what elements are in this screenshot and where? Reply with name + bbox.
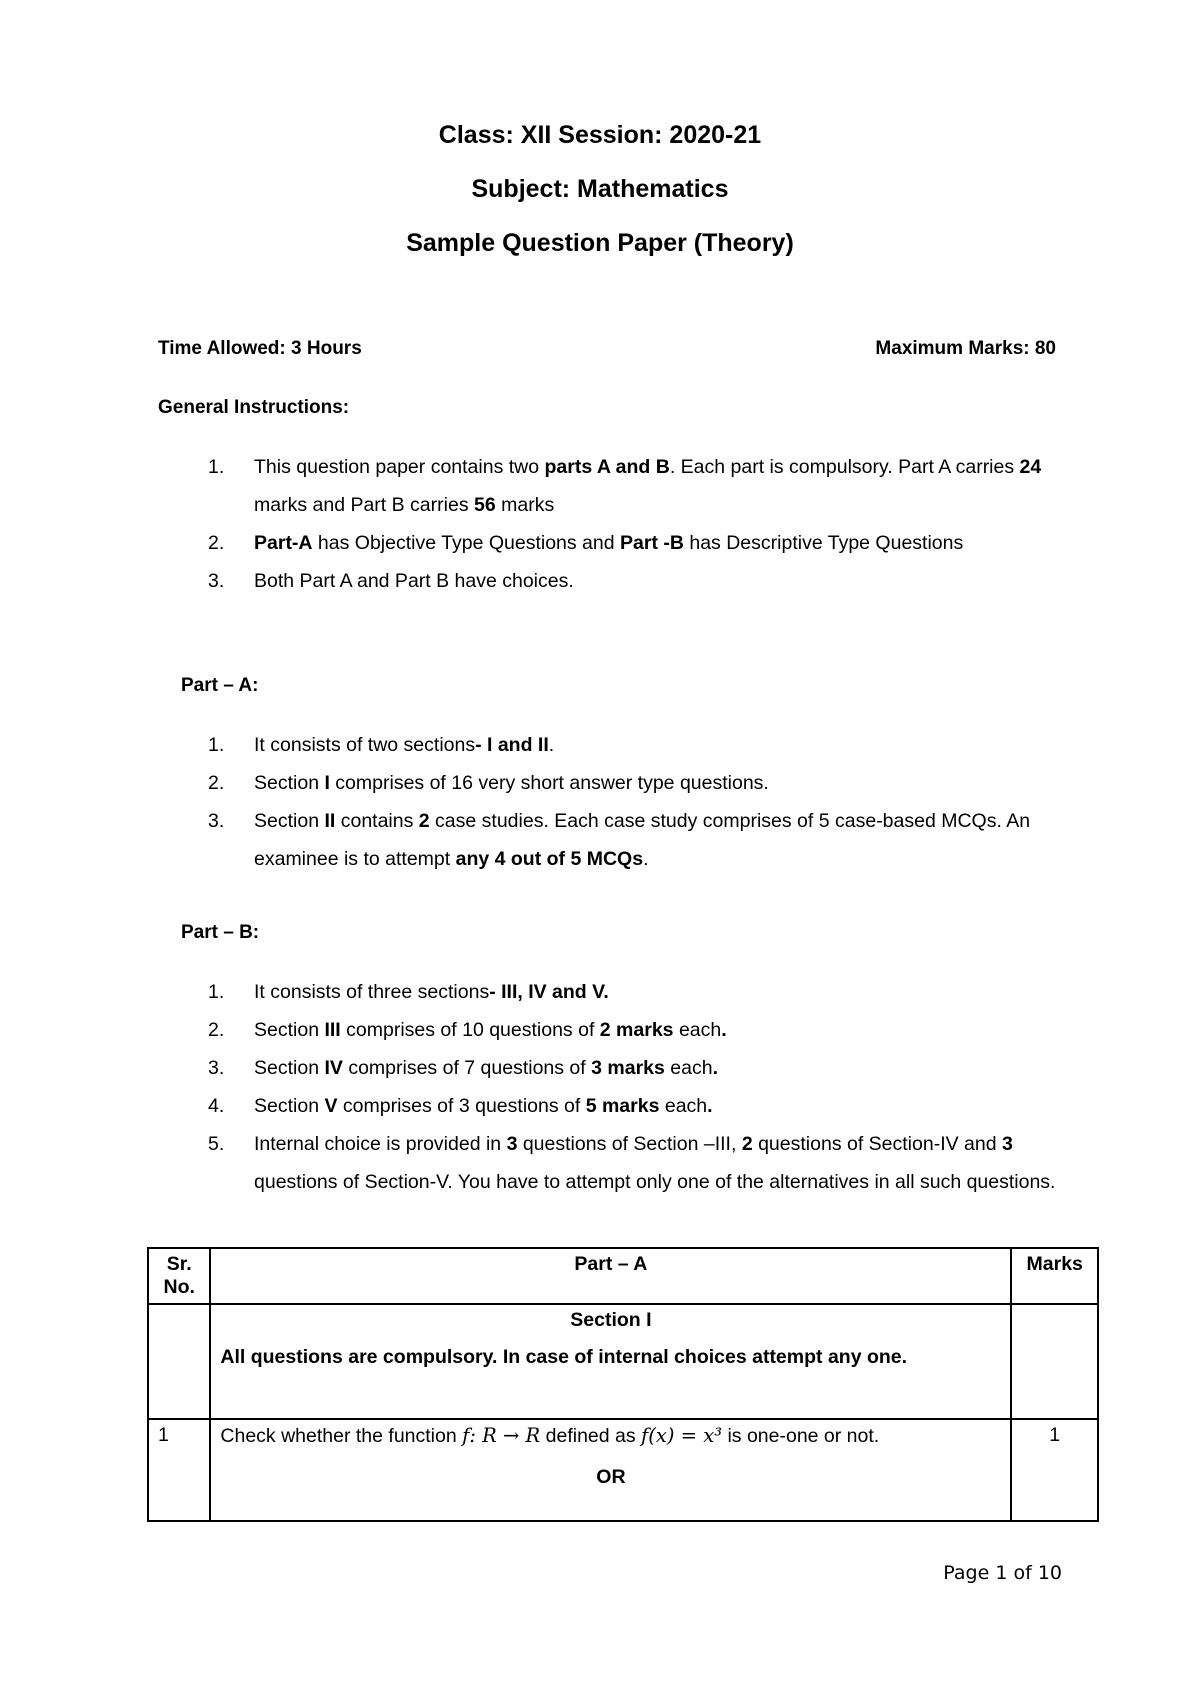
text-run: case studies. Each case study comprises of 5 case-based MCQs. An examinee is to attempt: [254, 810, 1031, 870]
text-run: has Objective Type Questions and: [312, 532, 621, 554]
text-run: .: [712, 1057, 718, 1079]
table-header-row: [148, 1248, 1098, 1304]
list-item-number: 1.: [208, 456, 225, 478]
header-marks: Marks: [1011, 1248, 1098, 1304]
list-item-number: 1.: [208, 981, 225, 1003]
list-item-number: 3.: [208, 1057, 225, 1079]
text-run: comprises of 7 questions of: [342, 1057, 592, 1079]
section-cell: [210, 1304, 1011, 1419]
q1-text-b: defined as: [540, 1425, 642, 1447]
questions-table: [147, 1247, 1099, 1522]
q1-text-a: Check whether the function: [220, 1425, 463, 1447]
list-item: [210, 764, 1060, 802]
section-marks-cell: [1011, 1304, 1098, 1419]
text-run: Part -B: [620, 532, 684, 554]
header-sr-no: Sr. No.: [148, 1248, 210, 1304]
text-run: each: [664, 1057, 713, 1079]
list-item: [210, 448, 1060, 524]
text-run: Both Part A and Part B have choices.: [254, 570, 574, 592]
q1-or: OR: [596, 1466, 626, 1488]
list-item-text: [254, 448, 1060, 524]
text-run: comprises of 16 very short answer type questions.: [329, 772, 769, 794]
q1-marks: 1: [1011, 1419, 1098, 1521]
time-allowed: Time Allowed: 3 Hours: [158, 338, 362, 359]
list-item-number: 2.: [208, 772, 225, 794]
text-run: 2: [418, 810, 430, 832]
text-run: any 4 out of 5 MCQs: [455, 848, 644, 870]
text-run: 5 marks: [585, 1095, 660, 1117]
meta-row: [158, 338, 1056, 360]
text-run: II: [324, 810, 336, 832]
text-run: marks and Part B carries: [254, 494, 474, 516]
text-run: V: [324, 1095, 338, 1117]
text-run: .: [707, 1095, 713, 1117]
text-run: Section: [254, 810, 325, 832]
part-a-list: [210, 726, 1060, 878]
text-run: contains: [335, 810, 419, 832]
section-note: All questions are compulsory. In case of internal choices attempt any one.: [220, 1346, 908, 1368]
page-number: Page 1 of 10: [943, 1562, 1062, 1584]
part-b-list: [210, 973, 1060, 1201]
text-run: Section: [254, 1019, 325, 1041]
list-item: [210, 1087, 1060, 1125]
text-run: .: [548, 734, 555, 756]
text-run: Part-A: [254, 532, 313, 554]
list-item: [210, 1011, 1060, 1049]
text-run: - III, IV and V.: [489, 981, 609, 1003]
text-run: 2: [741, 1133, 753, 1155]
q1-number: 1: [148, 1419, 210, 1521]
list-item-text: [254, 1087, 1060, 1125]
text-run: Section: [254, 1095, 325, 1117]
text-run: Section: [254, 1057, 325, 1079]
q1-text-cell: [210, 1419, 1011, 1521]
list-item-number: 5.: [208, 1133, 225, 1155]
text-run: comprises of 10 questions of: [340, 1019, 600, 1041]
text-run: .: [643, 848, 649, 870]
text-run: It consists of two sections: [254, 734, 476, 756]
q1-math-b: f(x) = x³: [641, 1424, 723, 1447]
q1-text: [220, 1424, 1001, 1448]
text-run: 3: [1002, 1133, 1013, 1155]
list-item-number: 4.: [208, 1095, 225, 1117]
list-item-number: 3.: [208, 570, 225, 592]
list-item-number: 2.: [208, 1019, 225, 1041]
text-run: marks: [495, 494, 555, 516]
q1-math-a: f: R → R: [462, 1424, 541, 1447]
text-run: 3 marks: [591, 1057, 665, 1079]
text-run: parts A and B: [544, 456, 670, 478]
list-item: [210, 562, 1060, 600]
text-run: 2 marks: [599, 1019, 674, 1041]
list-item-text: [254, 1049, 1060, 1087]
text-run: This question paper contains two: [254, 456, 545, 478]
list-item: [210, 1125, 1060, 1201]
text-run: each: [659, 1095, 708, 1117]
section-sr-cell: [148, 1304, 210, 1419]
text-run: III: [324, 1019, 341, 1041]
text-run: Internal choice is provided in: [254, 1133, 507, 1155]
list-item: [210, 524, 1060, 562]
list-item: [210, 726, 1060, 764]
list-item-text: [254, 726, 1060, 764]
text-run: 3: [506, 1133, 518, 1155]
list-item-text: [254, 524, 1060, 562]
list-item-number: 2.: [208, 532, 225, 554]
list-item: [210, 973, 1060, 1011]
text-run: Section: [254, 772, 325, 794]
part-b-heading: Part – B:: [181, 922, 260, 943]
general-instructions-heading: General Instructions:: [158, 397, 350, 418]
text-run: has Descriptive Type Questions: [683, 532, 964, 554]
text-run: 24: [1019, 456, 1042, 478]
list-item-text: [254, 1011, 1060, 1049]
text-run: I: [324, 772, 330, 794]
text-run: .: [721, 1019, 727, 1041]
list-item-text: [254, 764, 1060, 802]
q1-text-c: is one-one or not.: [722, 1425, 880, 1447]
list-item-text: [254, 562, 1060, 600]
list-item-number: 1.: [208, 734, 225, 756]
list-item-text: [254, 1125, 1060, 1201]
text-run: It consists of three sections: [254, 981, 490, 1003]
text-run: . Each part is compulsory. Part A carries: [669, 456, 1020, 478]
text-run: IV: [324, 1057, 343, 1079]
list-item: [210, 802, 1060, 878]
text-run: questions of Section-V. You have to attempt only one of the alternatives in all such questions.: [254, 1171, 1056, 1193]
class-session-title: Class: XII Session: 2020-21: [438, 121, 762, 149]
table-row: [148, 1419, 1098, 1521]
text-run: 56: [473, 494, 496, 516]
text-run: each: [673, 1019, 722, 1041]
list-item-text: [254, 802, 1060, 878]
part-a-heading: Part – A:: [181, 675, 259, 696]
header-part-a: Part – A: [210, 1248, 1011, 1304]
text-run: questions of Section-IV and: [752, 1133, 1002, 1155]
paper-title: Sample Question Paper (Theory): [406, 229, 794, 257]
section-title: Section I: [570, 1309, 652, 1331]
text-run: - I and II: [475, 734, 549, 756]
subject-title: Subject: Mathematics: [471, 175, 729, 203]
section-row: [148, 1304, 1098, 1419]
list-item-text: [254, 973, 1060, 1011]
text-run: questions of Section –III,: [517, 1133, 742, 1155]
maximum-marks: Maximum Marks: 80: [875, 338, 1056, 359]
general-instructions-list: [210, 448, 1060, 600]
list-item-number: 3.: [208, 810, 225, 832]
list-item: [210, 1049, 1060, 1087]
text-run: comprises of 3 questions of: [337, 1095, 586, 1117]
